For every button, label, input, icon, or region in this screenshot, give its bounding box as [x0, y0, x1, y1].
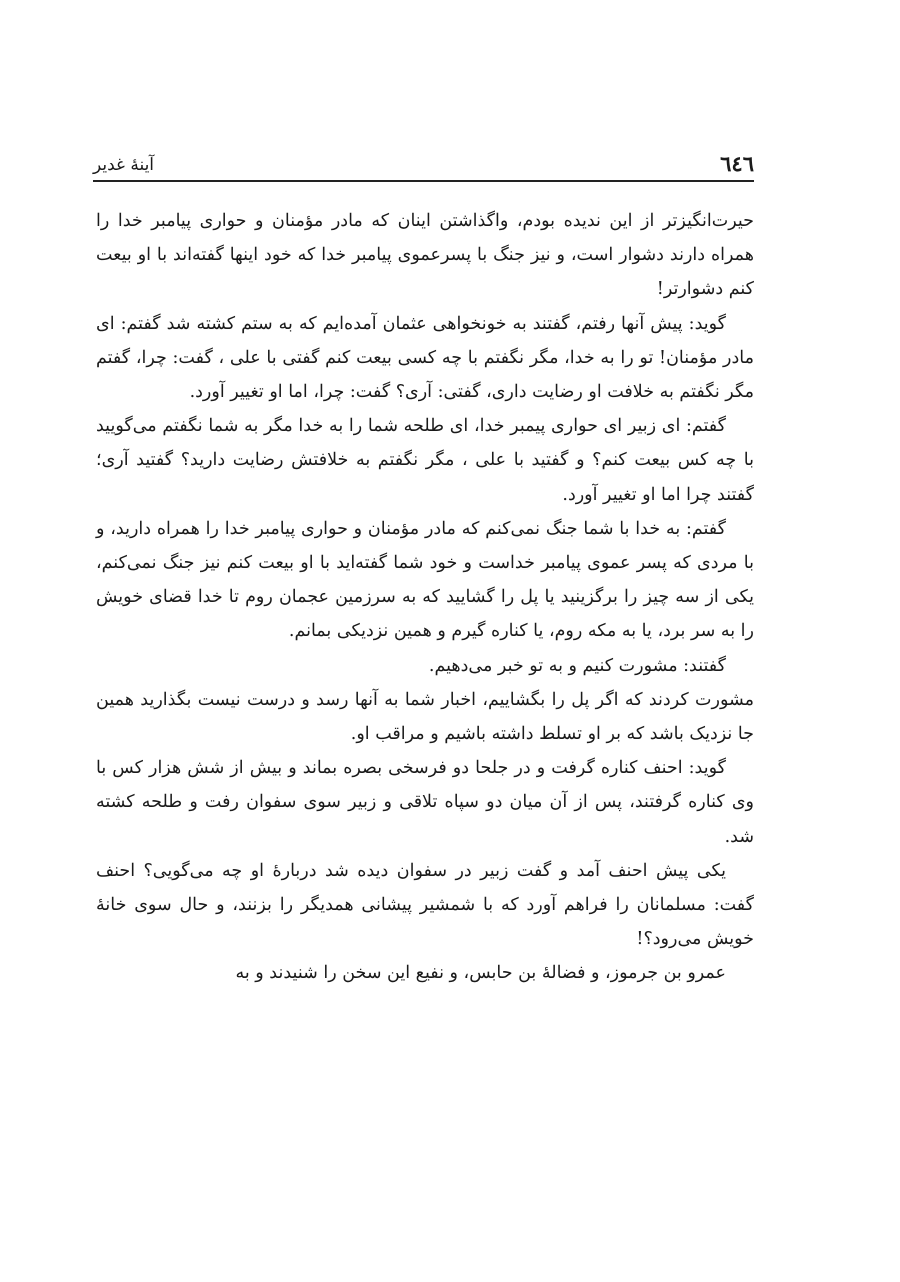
- book-title: آینهٔ غدیر: [93, 155, 155, 175]
- paragraph: مشورت کردند که اگر پل را بگشاییم، اخبار شما به آنها رسد و درست نیست بگذارید همین جا نزدیک باشد که بر او تسلط داشته باشیم و مراقب او.: [96, 689, 754, 745]
- paragraph: گفتم: به خدا با شما جنگ نمی‌کنم که مادر مؤمنان و حواری پیامبر خدا را همراه دارید، و با مردی که پسر عموی پیامبر خداست و خود شما گفته‌اید با او بیعت کنم نیز جنگ نمی‌کنم، یکی از سه چیز را برگزینید یا پل را گشایید که به سرزمین عجمان روم تا خدا قضای خویش را به سر برد، یا به مکه روم، یا کناره گیرم و همین نزدیکی بمانم.: [96, 518, 754, 642]
- body-text: [96, 204, 754, 991]
- header-divider: [93, 180, 754, 182]
- paragraph: گوید: پیش آنها رفتم، گفتند به خونخواهی عثمان آمده‌ایم که به ستم کشته شد گفتم: ای مادر مؤمنان! تو را به خدا، مگر نگفتم با چه کسی بیعت کنم گفتی با علی ، گفت: چرا، گفتم مگر نگفتم به خلافت او رضایت داری، گفتی: آری؟ گفت: چرا، اما او تغییر آورد.: [96, 313, 754, 403]
- paragraph: عمرو بن جرموز، و فضالهٔ بن حابس، و نفیع این سخن را شنیدند و به: [235, 963, 726, 984]
- paragraph: گفتند: مشورت کنیم و به تو خبر می‌دهیم.: [428, 655, 726, 676]
- paragraph: گوید: احنف کناره گرفت و در جلحا دو فرسخی بصره بماند و بیش از شش هزار کس با وی کناره گرفتند، پس از آن میان دو سپاه تلاقی و زبیر سوی سفوان رفت و طلحه کشته شد.: [96, 758, 754, 847]
- paragraph: یکی پیش احنف آمد و گفت زبیر در سفوان دیده شد دربارهٔ او چه می‌گویی؟ احنف گفت: مسلمانان را فراهم آورد که با شمشیر پیشانی همدیگر را بزنند، و حال سوی خانهٔ خویش می‌رود؟!: [96, 860, 754, 950]
- page-header: [93, 150, 754, 182]
- paragraph: حیرت‌انگیزتر از این ندیده بودم، واگذاشتن اینان که مادر مؤمنان و حواری پیامبر خدا را همراه دارند دشوار است، و نیز جنگ با پسرعموی پیامبر خدا که خود اینها گفته‌اند با او بیعت کنم دشوارتر!: [96, 211, 754, 300]
- paragraph: گفتم: ای زبیر ای حواری پیمبر خدا، ای طلحه شما را به خدا مگر به شما نگفتم می‌گویید با چه کس بیعت کنم؟ و گفتید با علی ، مگر نگفتم به خلافتش رضایت دارید؟ گفتید آری؛ گفتند چرا اما او تغییر آورد.: [96, 416, 754, 505]
- page-number: ٦٤٦: [720, 151, 754, 176]
